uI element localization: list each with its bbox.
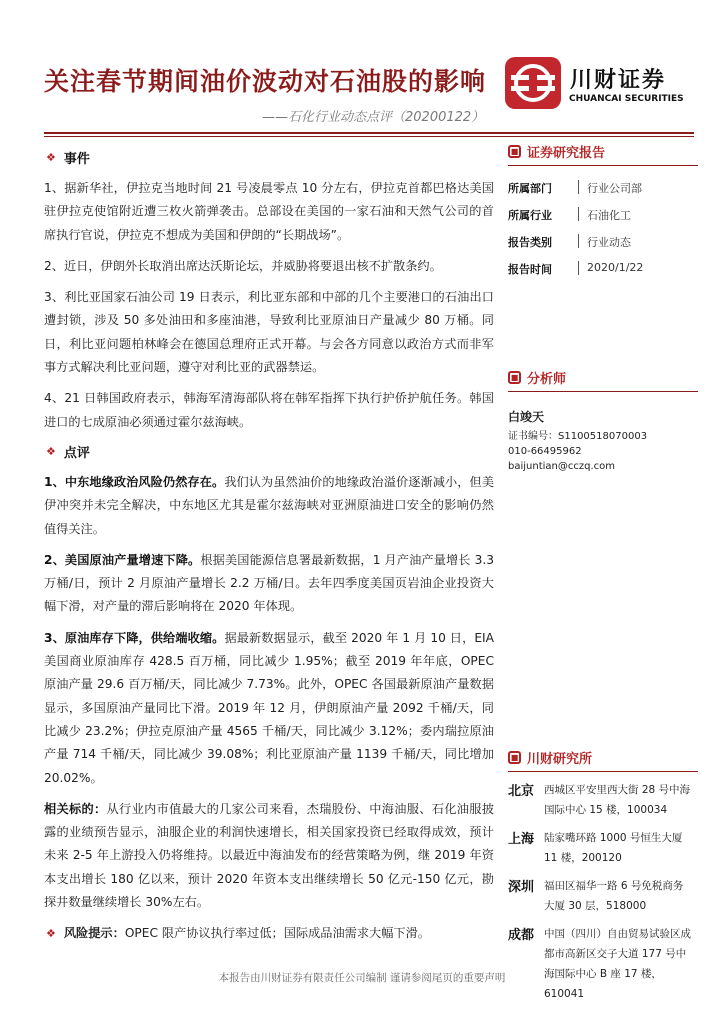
comment-text: 据最新数据显示，截至 2020 年 1 月 10 日，EIA 美国商业原油库存 428.5 百万桶，同比减少 1.95%；截至 2019 年年底，OPEC 原油产量 29.6 百万桶/天，同比减少 7.73%。此外，OPEC 各国最新原油产量数据显示，多国原油产量同比下滑。2019 年 12 月，伊朗原油产量 2092 千桶/天，同比减少 23.2%；伊拉克原油产量 4565 千桶/天，同比减少 3.12%；委内瑞拉原油产量 714 千桶/天，同比减少 39.08%；利比亚原油产量 1139 千桶/天，同比增加 20.02%。 <box>44 630 494 785</box>
main-content <box>44 142 494 945</box>
info-row-industry: 所属行业 石油化工 <box>508 209 631 222</box>
report-subtitle: ——石化行业动态点评（20200122） <box>262 110 485 125</box>
office-shanghai: 上海 陆家嘴环路 1000 号恒生大厦 11 楼，200120 <box>508 832 683 864</box>
analyst-name: 白竣天 <box>508 410 545 424</box>
office-beijing: 北京 西城区平安里西大街 28 号中海国际中心 15 楼，100034 <box>508 784 691 816</box>
report-title: 关注春节期间油价波动对石油股的影响 <box>44 67 487 96</box>
header-divider <box>44 132 694 134</box>
events-section-heading: ❖ 事件 <box>46 151 90 167</box>
comment-paragraph <box>44 471 494 541</box>
comments-section-heading: ❖ 点评 <box>46 444 90 461</box>
comment-paragraph <box>44 549 494 619</box>
report-info-heading: ■ 证券研究报告 <box>508 142 698 166</box>
header-divider-thin <box>44 136 694 137</box>
comment-lead: 2、美国原油产量增速下降。 <box>44 552 201 567</box>
diamond-bullet-icon: ❖ <box>46 444 56 458</box>
info-row-date: 报告时间 2020/1/22 <box>508 261 644 276</box>
logo-text-cn: 川财证券 <box>570 68 667 93</box>
diamond-bullet-icon: ❖ <box>46 151 56 164</box>
analyst-phone: 010-66495962 <box>508 446 582 457</box>
comment-paragraph <box>44 627 494 790</box>
analyst-heading: ■ 分析师 <box>508 368 698 392</box>
analyst-certificate: 证书编号：S1100518070003 <box>508 431 648 442</box>
institute-heading: ■ 川财研究所 <box>508 748 698 772</box>
report-icon: ■ <box>508 145 521 158</box>
logo-text-en: CHUANCAI SECURITIES <box>569 94 684 104</box>
logo-mark-icon <box>505 57 561 109</box>
risk-lead: 风险提示： <box>63 926 125 941</box>
risk-warning <box>44 922 494 945</box>
office-shenzhen: 深圳 福田区福华一路 6 号免税商务大厦 30 层，518000 <box>508 880 684 912</box>
institute-panel <box>508 748 698 1004</box>
footer-disclaimer: 本报告由川财证券有限责任公司编制 谨请参阅尾页的重要声明 <box>218 972 506 984</box>
office-chengdu: 成都 中国（四川）自由贸易试验区成都市高新区交子大道 177 号中海国际中心 B 座 17 楼，610041 <box>508 928 691 1000</box>
comment-text: 我们认为虽然油价的地缘政治溢价逐渐减小，但美伊冲突并未完全解决，中东地区尤其是霍尔兹海峡对亚洲原油进口安全的影响仍然值得关注。 <box>44 474 495 536</box>
info-row-department: 所属部门 行业公司部 <box>508 182 642 195</box>
event-paragraph: 1、据新华社，伊拉克当地时间 21 号凌晨零点 10 分左右，伊拉克首都巴格达美国驻伊拉克使馆附近遭三枚火箭弹袭击。总部设在美国的一家石油和天然气公司的首席执行官说，伊拉克不想成为美国和伊朗的“长期战场”。 <box>44 181 494 242</box>
analyst-icon: ■ <box>508 371 521 384</box>
comment-lead: 3、原油库存下降，供给端收缩。 <box>44 630 225 645</box>
event-paragraph: 2、近日，伊朗外长取消出席达沃斯论坛，并威胁将要退出核不扩散条约。 <box>44 258 442 273</box>
related-text: 从行业内市值最大的几家公司来看，杰瑞股份、中海油服、石化油服披露的业绩预告显示，油服企业的利润快速增长，相关国家投资已经取得成效，预计未来 2-5 年上游投入仍将维持。以最近中海油发布的经营策略为例，继 2019 年资本支出增长 180 亿以来，预计 2020 年资本支出继续增长 50 亿元-150 亿元，勘探井数量继续增长 30%左右。 <box>44 801 495 910</box>
report-info-panel <box>508 142 698 275</box>
related-targets-paragraph <box>44 798 494 914</box>
event-paragraph: 3、利比亚国家石油公司 19 日表示，利比亚东部和中部的几个主要港口的石油出口遭封锁，涉及 50 多处油田和多座油港，导致利比亚原油日产量减少 80 万桶。同日，利比亚问题柏林峰会在德国总理府正式开幕。与会各方同意以政治方式而非军事方式解决利比亚问题，遵守对利比亚的武器禁运。 <box>44 290 494 375</box>
institute-icon: ■ <box>508 751 521 764</box>
analyst-panel <box>508 368 698 474</box>
related-lead: 相关标的： <box>44 801 107 816</box>
company-logo <box>505 57 705 109</box>
comment-text: 根据美国能源信息署最新数据，1 月产油产量增长 3.3 万桶/日，预计 2 月原油产量增长 2.2 万桶/日。去年四季度美国页岩油企业投资大幅下滑，对产量的滞后影响将在 2020 年体现。 <box>44 552 495 614</box>
diamond-bullet-icon: ❖ <box>46 927 56 941</box>
comment-lead: 1、中东地缘政治风险仍然存在。 <box>44 474 225 489</box>
info-row-category: 报告类别 行业动态 <box>508 236 631 249</box>
event-paragraph: 4、21 日韩国政府表示，韩海军清海部队将在韩军指挥下执行护侨护航任务。韩国进口的七成原油必须通过霍尔兹海峡。 <box>44 391 494 429</box>
risk-text: OPEC 限产协议执行率过低；国际成品油需求大幅下滑。 <box>124 926 430 941</box>
analyst-email[interactable]: baijuntian@cczq.com <box>508 461 616 472</box>
